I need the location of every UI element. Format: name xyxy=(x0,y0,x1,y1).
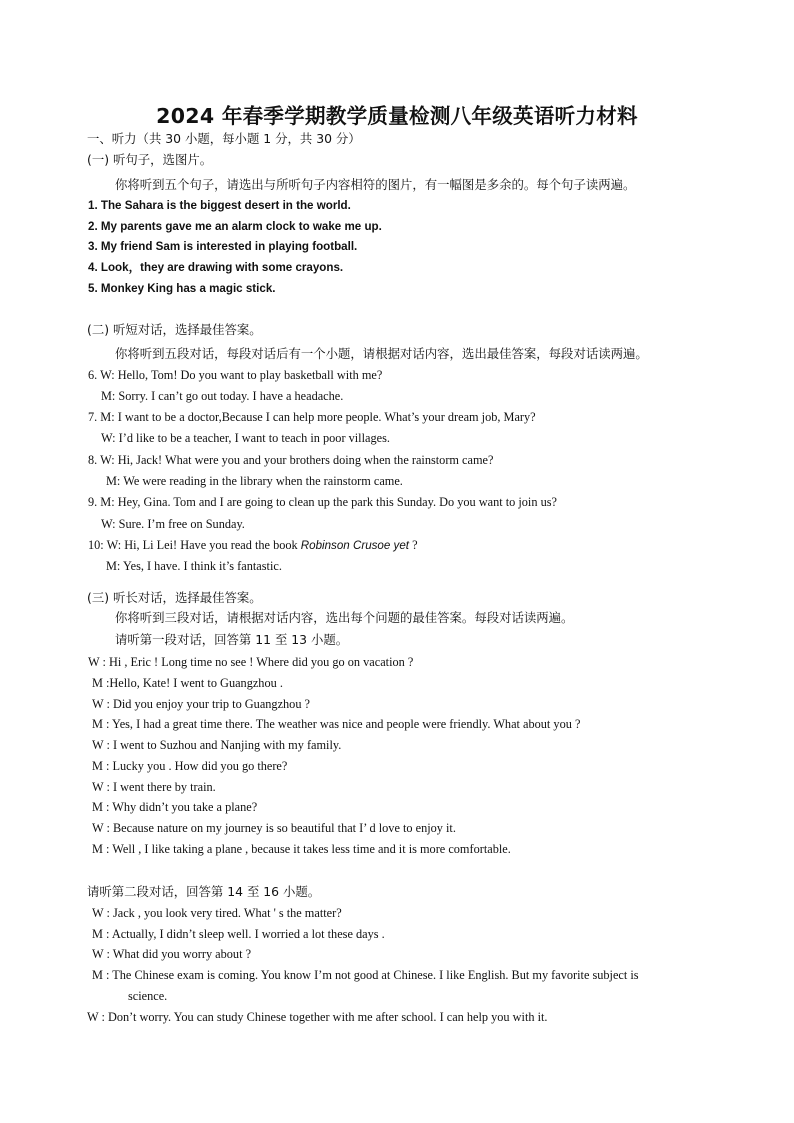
book-title: Robinson Crusoe yet xyxy=(300,539,410,552)
section2-instruction: 你将听到五段对话，每段对话后有一个小题，请根据对话内容，选出最佳答案，每段对话读两遍。 xyxy=(115,346,648,361)
dialog-line: M : Well , I like taking a plane , because it takes less time and it is more comfortable. xyxy=(92,842,511,856)
sentence-1: 1. The Sahara is the biggest desert in the world. xyxy=(88,199,351,212)
sentence-3: 3. My friend Sam is interested in playing football. xyxy=(88,240,358,253)
part1-heading: 一、听力（共 30 小题，每小题 1 分，共 30 分） xyxy=(87,131,361,146)
dialog-line: M: Sorry. I can’t go out today. I have a headache. xyxy=(101,389,344,403)
dialog-line: 7. M: I want to be a doctor,Because I can help more people. What’s your dream job, Mary? xyxy=(88,410,536,424)
dialog-line: W: I’d like to be a teacher, I want to teach in poor villages. xyxy=(101,431,390,445)
dialog-line: W : Because nature on my journey is so beautiful that I’ d love to enjoy it. xyxy=(92,821,456,835)
page-title: 2024 年春季学期教学质量检测八年级英语听力材料 xyxy=(156,104,638,128)
dialog-line: M : Lucky you . How did you go there? xyxy=(92,759,288,773)
dialog-line: M : Yes, I had a great time there. The weather was nice and people were friendly. What about you ? xyxy=(92,717,581,731)
dialog-line: 8. W: Hi, Jack! What were you and your brothers doing when the rainstorm came? xyxy=(88,453,494,467)
dialog-line: M : Why didn’t you take a plane? xyxy=(92,800,258,814)
sentence-2: 2. My parents gave me an alarm clock to wake me up. xyxy=(88,220,382,233)
dialog-line: science. xyxy=(128,989,168,1003)
dialog-line: W : I went to Suzhou and Nanjing with my family. xyxy=(92,738,342,752)
dialog-line: W: Sure. I’m free on Sunday. xyxy=(101,517,245,531)
dialog-line: W : What did you worry about ? xyxy=(92,947,252,961)
section1-instruction: 你将听到五个句子，请选出与所听句子内容相符的图片，有一幅图是多余的。每个句子读两遍。 xyxy=(115,177,636,192)
sentence-4: 4. Look，they are drawing with some crayons. xyxy=(88,261,344,274)
section3-instruction: 你将听到三段对话，请根据对话内容，选出每个问题的最佳答案。每段对话读两遍。 xyxy=(115,610,574,625)
dialog-line: 9. M: Hey, Gina. Tom and I are going to clean up the park this Sunday. Do you want to join us? xyxy=(88,495,557,509)
dialog-line: W : I went there by train. xyxy=(92,780,216,794)
section3-heading: (三) 听长对话，选择最佳答案。 xyxy=(87,590,262,605)
dialog-line: W : Jack , you look very tired. What ' s the matter? xyxy=(92,906,342,920)
dialog-line: W : Don’t worry. You can study Chinese together with me after school. I can help you with it. xyxy=(87,1010,548,1024)
dialog-line: M: We were reading in the library when the rainstorm came. xyxy=(106,474,403,488)
dialog1-intro: 请听第一段对话，回答第 11 至 13 小题。 xyxy=(115,632,349,647)
dialog-line-10 xyxy=(88,537,418,554)
dialog-line: 6. W: Hello, Tom! Do you want to play basketball with me? xyxy=(88,368,383,382)
dialog-line: M : Actually, I didn’t sleep well. I worried a lot these days . xyxy=(92,927,385,941)
dialog-line: M: Yes, I have. I think it’s fantastic. xyxy=(106,559,282,573)
dialog2-intro: 请听第二段对话，回答第 14 至 16 小题。 xyxy=(87,884,321,899)
section2-heading: (二) 听短对话，选择最佳答案。 xyxy=(87,322,262,337)
section1-heading: (一) 听句子，选图片。 xyxy=(87,152,213,167)
dialog-line: M :Hello, Kate! I went to Guangzhou . xyxy=(92,676,283,690)
sentence-5: 5. Monkey King has a magic stick. xyxy=(88,282,276,295)
dialog-line: M : The Chinese exam is coming. You know I’m not good at Chinese. I like English. But my favorite subject is xyxy=(92,968,639,982)
dialog-line-10-suffix: ? xyxy=(409,538,418,552)
dialog-line: W : Did you enjoy your trip to Guangzhou ? xyxy=(92,697,311,711)
dialog-line-10-prefix: 10: W: Hi, Li Lei! Have you read the book xyxy=(88,538,301,552)
dialog-line: W : Hi , Eric ! Long time no see ! Where did you go on vacation ? xyxy=(88,655,414,669)
